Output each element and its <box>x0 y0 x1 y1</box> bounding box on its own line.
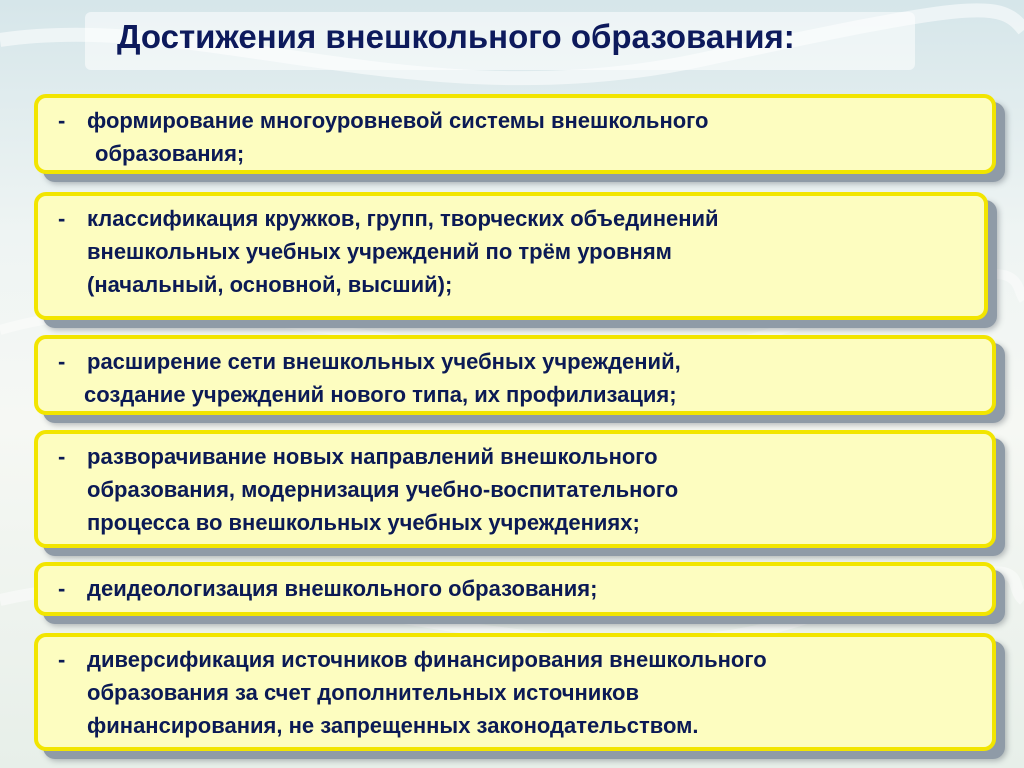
card-line: формирование многоуровневой системы внешкольного <box>87 108 709 133</box>
bullet-dash: - <box>58 108 66 133</box>
card-line: классификация кружков, групп, творческих объединений <box>87 206 719 231</box>
achievement-card-4 <box>34 430 996 548</box>
card-line: образования; <box>95 141 245 166</box>
card-line: создание учреждений нового типа, их профилизация; <box>84 382 677 407</box>
card-line: образования за счет дополнительных источников <box>87 680 639 705</box>
bullet-dash: - <box>58 349 66 374</box>
card-line: разворачивание новых направлений внешкольного <box>87 444 658 469</box>
card-line: процесса во внешкольных учебных учреждениях; <box>87 510 640 535</box>
card-line: финансирования, не запрещенных законодательством. <box>87 713 699 738</box>
card-line: диверсификация источников финансирования внешкольного <box>87 647 767 672</box>
achievement-card-6 <box>34 633 996 751</box>
card-line: образования, модернизация учебно-воспитательного <box>87 477 679 502</box>
achievement-card-1 <box>34 94 996 174</box>
achievement-card-3 <box>34 335 996 415</box>
card-line: расширение сети внешкольных учебных учреждений, <box>87 349 681 374</box>
achievement-card-5 <box>34 562 996 616</box>
page-title: Достижения внешкольного образования: <box>117 18 795 55</box>
bullet-dash: - <box>58 647 66 672</box>
card-line: (начальный, основной, высший); <box>87 272 453 297</box>
card-line: деидеологизация внешкольного образования; <box>87 576 598 601</box>
card-line: внешкольных учебных учреждений по трём уровням <box>87 239 672 264</box>
bullet-dash: - <box>58 444 66 469</box>
bullet-dash: - <box>58 576 66 601</box>
achievement-card-2 <box>34 192 988 320</box>
bullet-dash: - <box>58 206 66 231</box>
